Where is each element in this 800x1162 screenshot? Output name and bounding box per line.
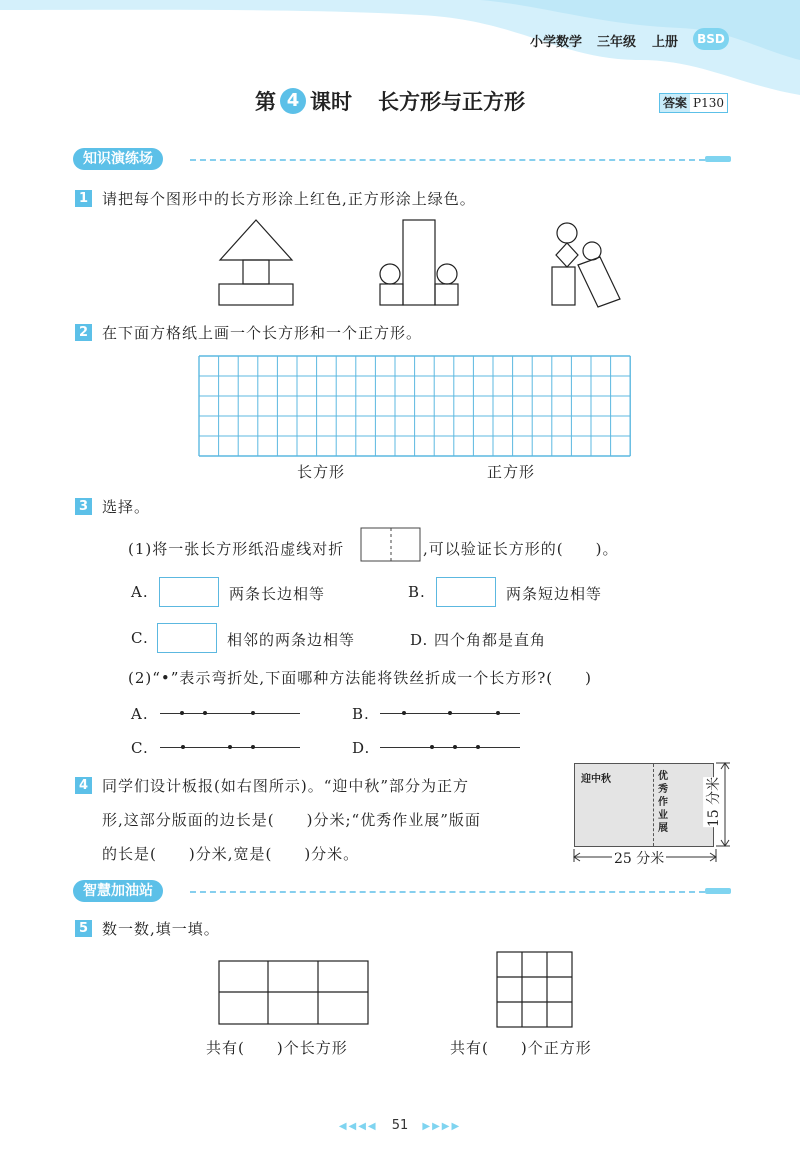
answer-page: P130 <box>693 96 724 110</box>
shapes-figure <box>210 215 630 310</box>
question-text-line1: 同学们设计板报(如右图所示)。“迎中秋”部分为正方 <box>102 777 470 795</box>
section-tag-knowledge: 知识演练场 <box>73 148 163 170</box>
question-text: 选择。 <box>102 498 151 516</box>
page-title <box>255 86 525 116</box>
bend-dot <box>251 711 255 715</box>
question-number: 2 <box>75 324 92 341</box>
header-volume: 上册 <box>652 35 679 50</box>
question-text: 数一数,填一填。 <box>102 920 220 938</box>
bend-dot <box>496 711 500 715</box>
width-label: 25 分米 <box>612 848 666 868</box>
question-text-line3: 的长是( )分米,宽是( )分米。 <box>102 845 360 863</box>
section-tag-wisdom: 智慧加油站 <box>73 880 163 902</box>
option-c-letter: C. <box>131 629 149 647</box>
bend-dot <box>430 745 434 749</box>
option-a-letter: A. <box>131 583 149 601</box>
bend-dot <box>203 711 207 715</box>
edition-badge: BSD <box>693 28 729 50</box>
answer-blank-rectangles[interactable]: 共有( )个长方形 <box>206 1039 348 1057</box>
folded-paper-figure <box>360 527 422 563</box>
option-c-text: 相邻的两条边相等 <box>227 631 356 649</box>
pencil-icon <box>705 888 731 894</box>
section-divider <box>190 159 705 161</box>
bend-dot <box>453 745 457 749</box>
height-label: 15 分米 <box>703 777 723 827</box>
bend-dot <box>181 745 185 749</box>
question-number: 4 <box>75 777 92 794</box>
answer-label: 答案 <box>660 94 690 112</box>
option-a-figure <box>159 577 219 607</box>
question-number: 5 <box>75 920 92 937</box>
section-divider <box>190 891 705 893</box>
header-grade: 三年级 <box>597 35 637 50</box>
board-section-midautumn: 迎中秋 <box>581 774 611 785</box>
wire-b-letter: B. <box>352 705 370 723</box>
right-arrows-icon: ▶▶▶▶ <box>422 1121 462 1132</box>
bend-dot <box>228 745 232 749</box>
rectangle-grid-figure <box>218 960 370 1026</box>
part1-text: (1)将一张长方形纸沿虚线对折 <box>128 540 345 558</box>
square-grid-figure <box>496 951 574 1029</box>
header-subject: 小学数学 <box>530 35 583 50</box>
title-name: 长方形与正方形 <box>378 90 525 114</box>
title-suffix: 课时 <box>310 90 352 114</box>
label-square: 正方形 <box>487 463 536 481</box>
option-b-letter: B. <box>408 583 426 601</box>
bend-dot <box>476 745 480 749</box>
part2-text: (2)“•”表示弯折处,下面哪种方法能将铁丝折成一个长方形?( ) <box>128 669 592 687</box>
lesson-number-badge: 4 <box>280 88 306 114</box>
wire-c-letter: C. <box>131 739 149 757</box>
question-number: 3 <box>75 498 92 515</box>
board-section-homework: 优 秀 作 业 展 <box>658 771 668 834</box>
option-d-text: D. 四个角都是直角 <box>410 631 547 649</box>
bend-dot <box>402 711 406 715</box>
title-prefix: 第 <box>255 90 276 114</box>
question-number: 1 <box>75 190 92 207</box>
pencil-icon <box>705 156 731 162</box>
wire-d-letter: D. <box>352 739 371 757</box>
label-rectangle: 长方形 <box>297 463 346 481</box>
part1-text-end: ,可以验证长方形的( )。 <box>423 540 619 558</box>
bend-dot <box>251 745 255 749</box>
option-b-text: 两条短边相等 <box>506 585 603 603</box>
bend-dot <box>180 711 184 715</box>
page-footer <box>0 1118 800 1133</box>
wire-a-letter: A. <box>131 705 149 723</box>
page-number: 51 <box>391 1118 409 1133</box>
wire-d <box>380 747 520 748</box>
option-a-text: 两条长边相等 <box>229 585 326 603</box>
question-text: 在下面方格纸上画一个长方形和一个正方形。 <box>102 324 423 342</box>
option-b-figure <box>436 577 496 607</box>
answer-reference <box>659 93 728 113</box>
option-c-figure <box>157 623 217 653</box>
question-text: 请把每个图形中的长方形涂上红色,正方形涂上绿色。 <box>102 190 476 208</box>
answer-blank-squares[interactable]: 共有( )个正方形 <box>450 1039 592 1057</box>
bend-dot <box>448 711 452 715</box>
left-arrows-icon: ◀◀◀◀ <box>338 1121 378 1132</box>
question-text-line2: 形,这部分版面的边长是( )分米;“优秀作业展”版面 <box>102 811 481 829</box>
grid-paper[interactable] <box>198 355 632 457</box>
